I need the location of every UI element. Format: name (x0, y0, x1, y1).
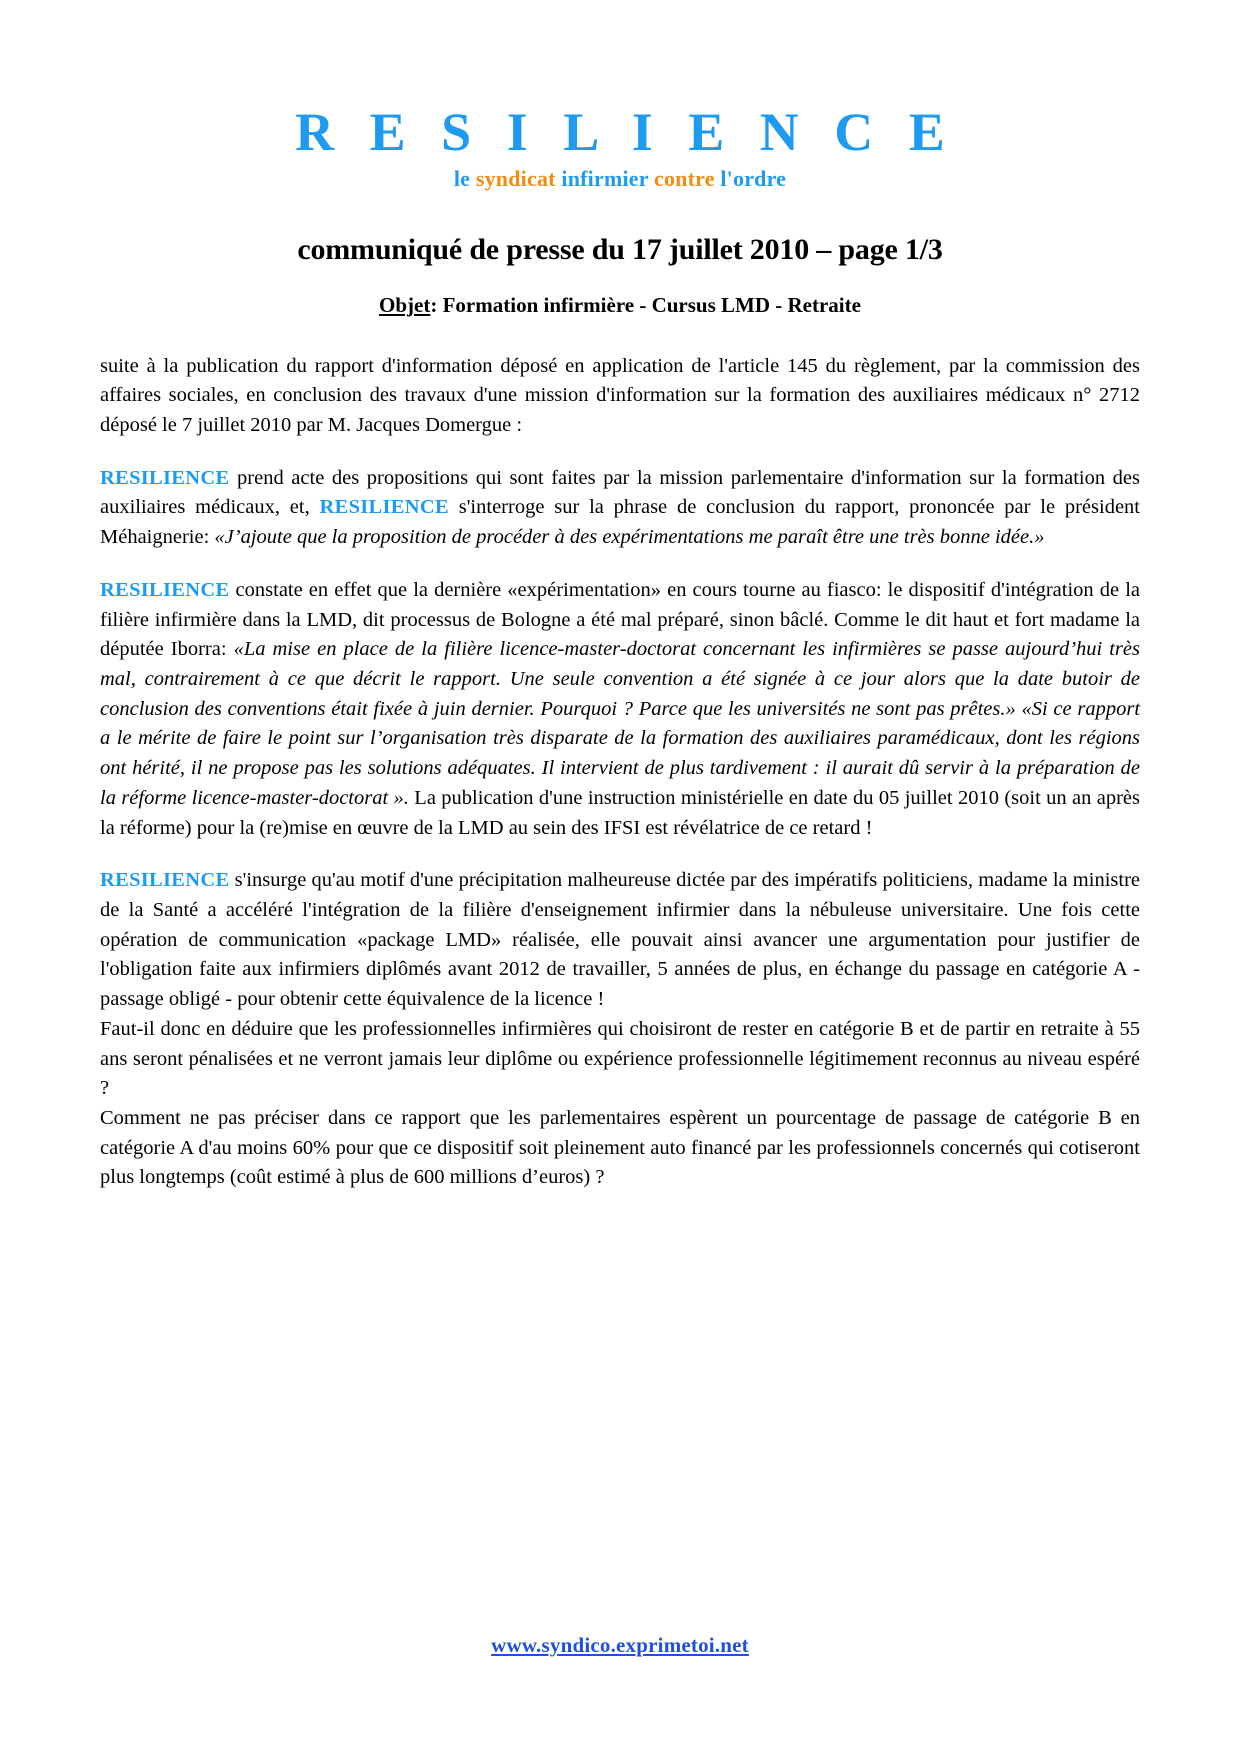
brand-mention: RESILIENCE (319, 496, 449, 519)
subject-separator: : (430, 293, 443, 318)
document-body (100, 352, 1140, 1194)
paragraph-text: s'interroge sur la phrase de conclusion du rapport, prononcée par le président Méhaignerie: (100, 496, 1140, 549)
masthead (100, 104, 1140, 191)
paragraph-sinsurge (100, 866, 1140, 1015)
brand-title: R E S I L I E N C E (295, 102, 956, 162)
paragraph-intro: suite à la publication du rapport d'information déposé en application de l'article 145 du règlement, par la commission des affaires sociales, en conclusion des travaux d'une mission d'information sur la formation des auxiliaires médicaux n° 2712 déposé le 7 juillet 2010 par M. Jacques Domergue : (100, 354, 1140, 436)
paragraph-comment: Comment ne pas préciser dans ce rapport que les parlementaires espèrent un pourcentage de passage de catégorie B en catégorie A d'au moins 60% pour que ce dispositif soit pleinement auto financé par les professionnels concernés qui cotiseront plus longtemps (coût estimé à plus de 600 millions d’euros) ? (100, 1107, 1140, 1189)
paragraph-text: prend acte des propositions qui sont faites par la mission parlementaire d'information sur la formation des auxiliaires médicaux, et, (100, 466, 1140, 519)
website-link[interactable]: www.syndico.exprimetoi.net (491, 1633, 749, 1657)
paragraph-prend-acte (100, 464, 1140, 553)
subject-line (100, 293, 1140, 317)
paragraph-constate (100, 576, 1140, 843)
subject-label: Objet (379, 293, 431, 318)
tagline-segment-syndicat: syndicat (475, 165, 562, 191)
page-footer (0, 1633, 1240, 1658)
brand-mention: RESILIENCE (100, 869, 230, 892)
paragraph-text: s'insurge qu'au motif d'une précipitation malheureuse dictée par des impératifs politiciens, madame la ministre de la Santé a accéléré l'intégration de la filière d'enseignement infirmier dans la nébuleuse universitaire. Une fois cette opération de communication «package LMD» réalisée, elle pouvait ainsi avancer une argumentation pour justifier de l'obligation faite aux infirmiers diplômés avant 2012 de travailler, 5 années de plus, en échange du passage en catégorie A - passage obligé - pour obtenir cette équivalence de la licence ! (100, 869, 1140, 1011)
tagline-segment-contre: contre (654, 165, 721, 191)
brand-mention: RESILIENCE (100, 578, 230, 601)
paragraph-faut-il: Faut-il donc en déduire que les professionnelles infirmières qui choisiront de rester en catégorie B et de partir en retraite à 55 ans seront pénalisées et ne verront jamais leur diplôme ou expérience professionnelle légitimement reconnus au niveau espéré ? (100, 1017, 1140, 1100)
quote-iborra-2: «Si ce rapport a le mérite de faire le point sur l’organisation très disparate de la formation des auxiliaires paramédicaux, dont les régions ont hérité, il ne propose pas les solutions adéquates. Il intervient de plus tardivement : il aurait dû servir à la préparation de la réforme licence-master-doctorat ». (100, 697, 1141, 809)
tagline-segment-lordre: l'ordre (720, 165, 787, 191)
quote-mehaignerie: «J’ajoute que la proposition de procéder à des expérimentations me paraît être une très bonne idée.» (214, 526, 1045, 549)
paragraph-text: La publication d'une instruction ministérielle en date du 05 juillet 2010 (soit un an après la réforme) pour la (re)mise en œuvre de la LMD au sein des IFSI est révélatrice de ce retard ! (100, 786, 1141, 839)
brand-mention: RESILIENCE (100, 466, 230, 489)
page-title: communiqué de presse du 17 juillet 2010 – page 1/3 (297, 232, 943, 266)
brand-tagline (100, 167, 1140, 191)
subject-value: Formation infirmière - Cursus LMD - Retraite (442, 293, 861, 318)
tagline-segment-le: le (453, 165, 476, 191)
tagline-segment-infirmier: infirmier (561, 165, 655, 191)
paragraph-text: constate en effet que la dernière «expérimentation» en cours tourne au fiasco: le dispositif d'intégration de la filière infirmière dans la LMD, dit processus de Bologne a été mal préparé, sinon bâclé. Comme le dit haut et fort madame la députée Iborra: (100, 578, 1140, 661)
quote-iborra-1: «La mise en place de la filière licence-master-doctorat concernant les infirmières se passe aujourd’hui très mal, contrairement à ce que décrit le rapport. Une seule convention a été signée à ce jour alors que la date butoir de conclusion des conventions était fixée à juin dernier. Pourquoi ? Parce que les universités ne sont pas prêtes.» (100, 638, 1140, 720)
